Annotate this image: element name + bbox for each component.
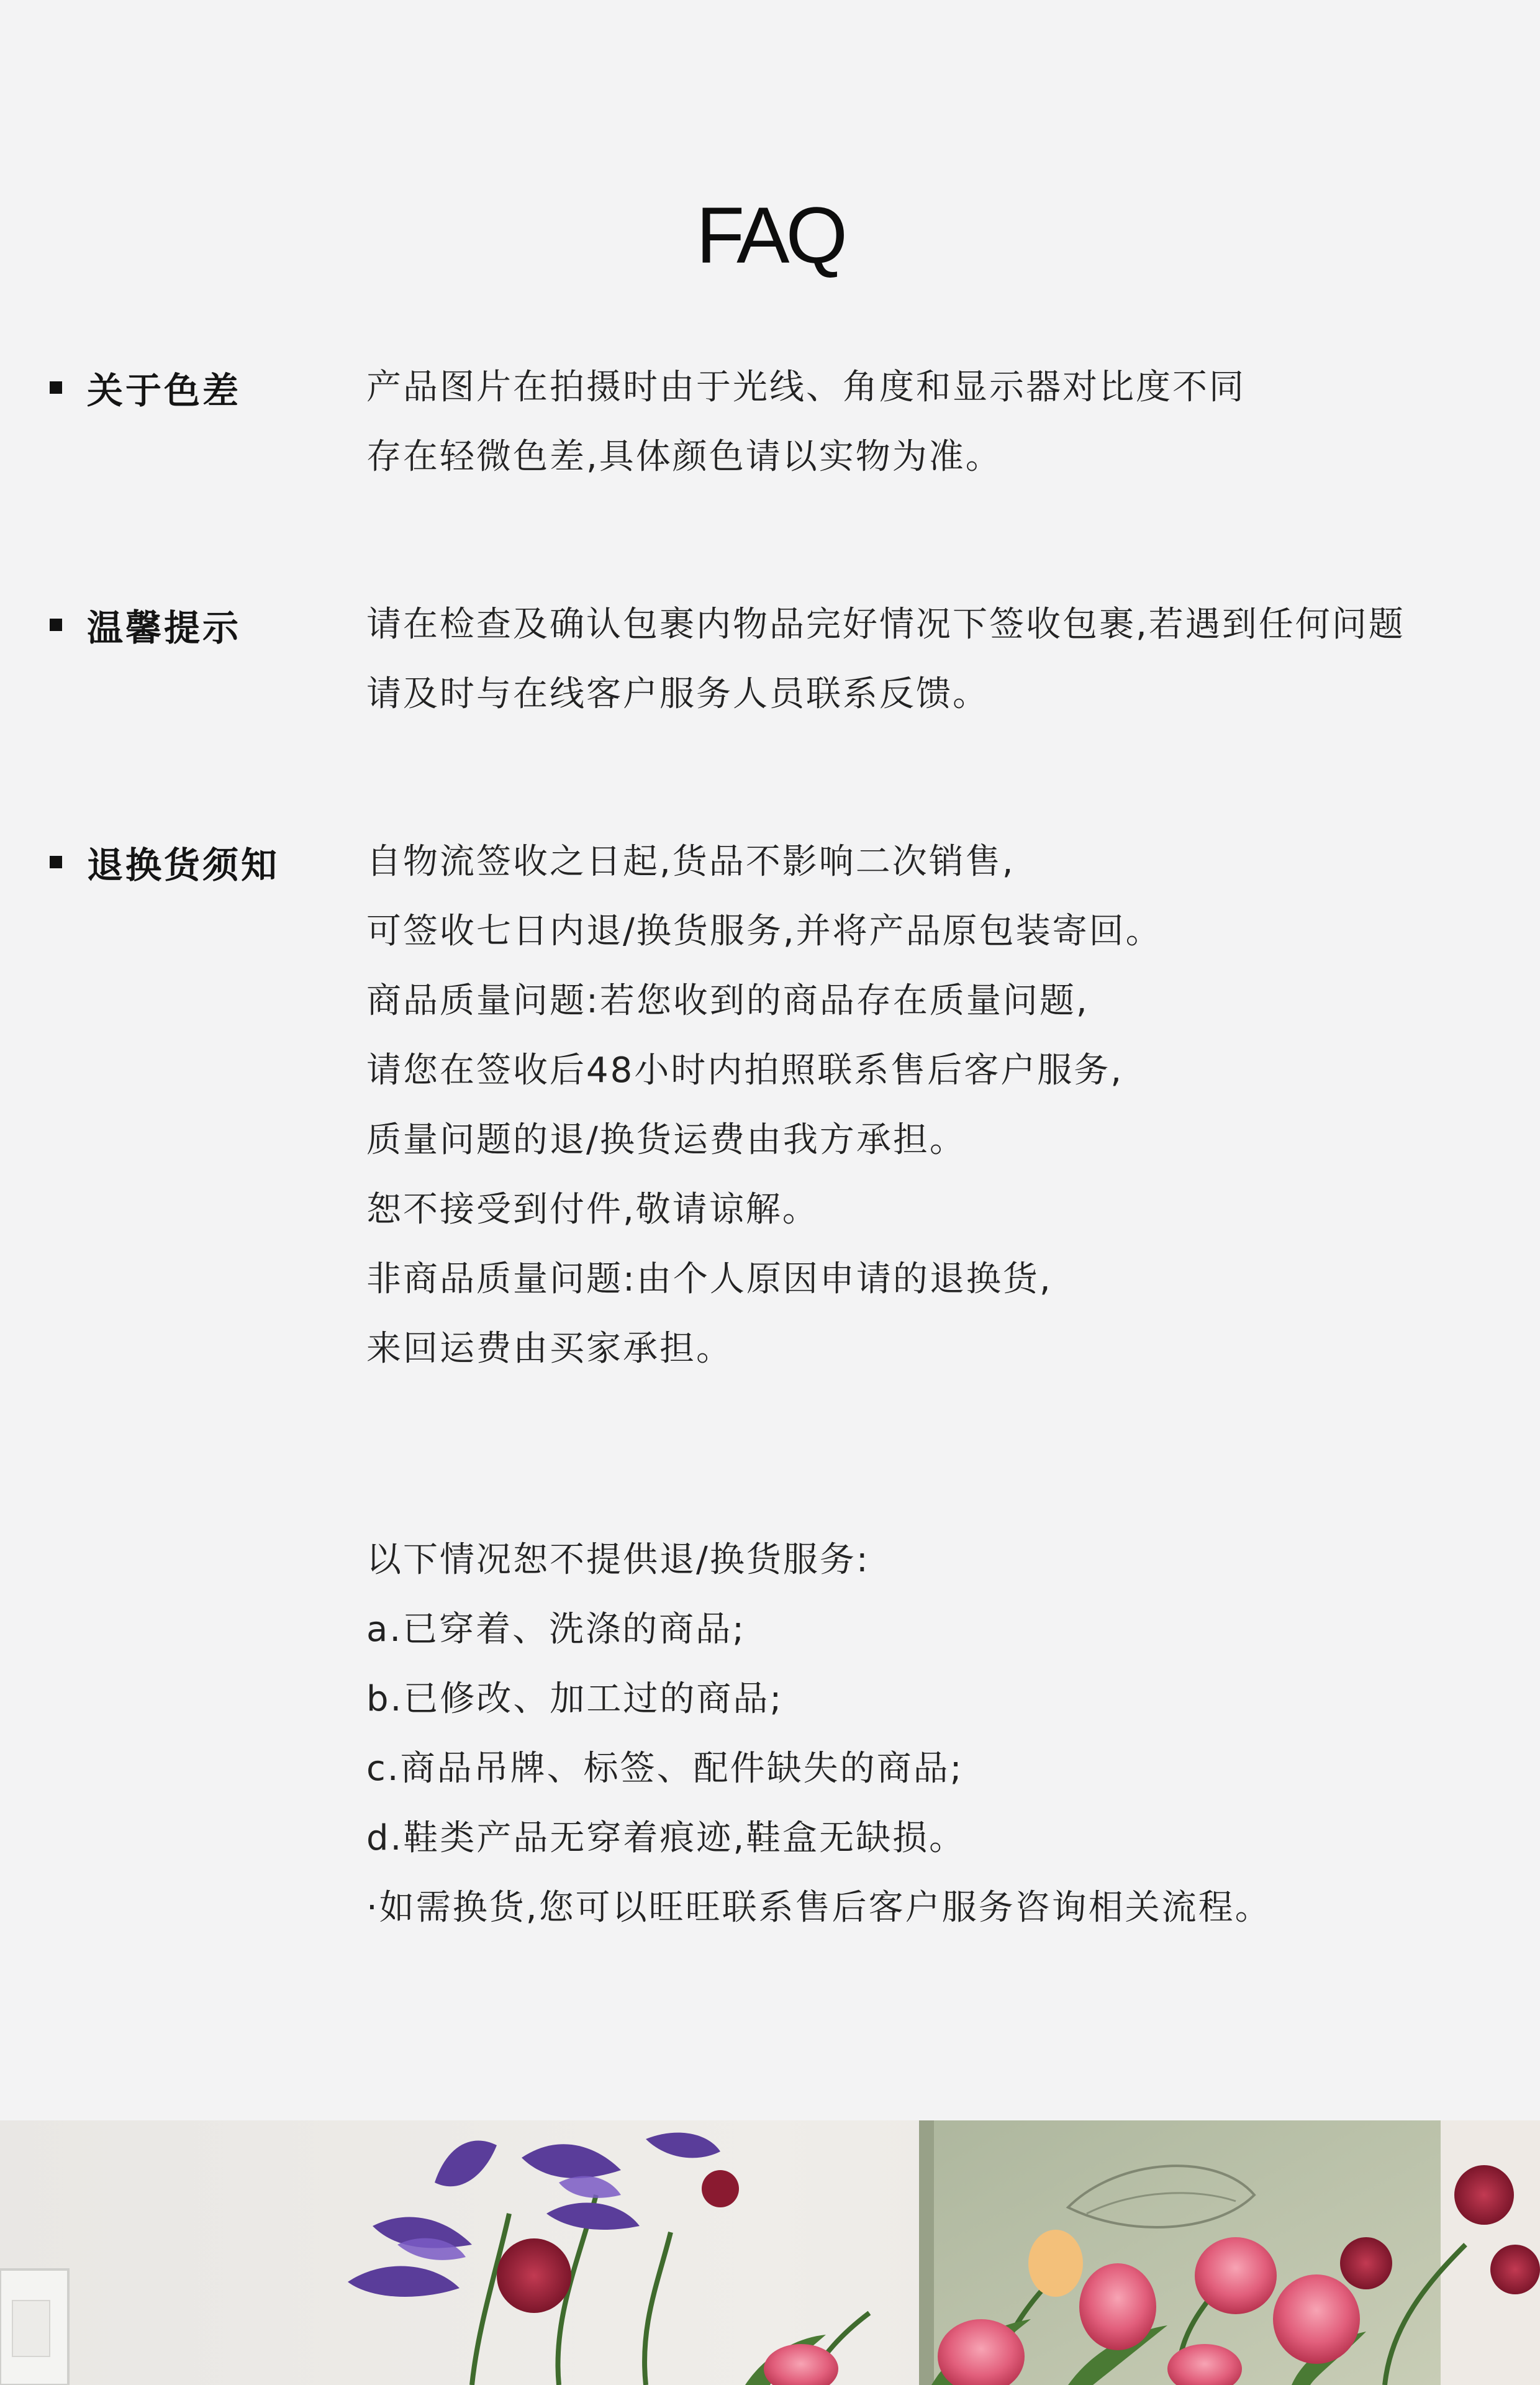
section-label-text: 温馨提示 [87, 607, 242, 649]
body-line: 产品图片在拍摄时由于光线、角度和显示器对比度不同 [366, 367, 1246, 407]
section-label [50, 353, 241, 422]
body-line: 非商品质量问题:由个人原因申请的退换货, [366, 1259, 1053, 1299]
section-body [366, 590, 1521, 729]
body-line: 存在轻微色差,具体颜色请以实物为准。 [366, 437, 1002, 477]
body-line: 可签收七日内退/换货服务,并将产品原包装寄回。 [366, 911, 1162, 952]
body-line: 恕不接受到付件,敬请谅解。 [366, 1189, 819, 1230]
exclusions-body [366, 1525, 1521, 1943]
flower-photo [0, 2120, 1540, 2385]
page-title: FAQ [695, 191, 845, 280]
exclusion-line: a.已穿着、洗涤的商品; [366, 1609, 746, 1650]
bullet-square-icon [50, 381, 62, 394]
bullet-square-icon [50, 619, 62, 631]
exclusion-line: b.已修改、加工过的商品; [366, 1679, 784, 1719]
body-line: 来回运费由买家承担。 [366, 1329, 733, 1369]
body-line: 自物流签收之日起,货品不影响二次销售, [366, 842, 1015, 882]
bullet-square-icon [50, 856, 62, 868]
section-body [366, 353, 1521, 492]
body-line: 请及时与在线客户服务人员联系反馈。 [366, 674, 989, 714]
body-line: 请在检查及确认包裹内物品完好情况下签收包裹,若遇到任何问题 [366, 604, 1405, 645]
exclusion-line: 以下情况恕不提供退/换货服务: [366, 1540, 870, 1580]
section-label [50, 590, 241, 660]
section-label-text: 退换货须知 [87, 844, 280, 886]
body-line: 商品质量问题:若您收到的商品存在质量问题, [366, 981, 1089, 1021]
section-label-text: 关于色差 [87, 370, 242, 412]
exclusion-line: ·如需换货,您可以旺旺联系售后客户服务咨询相关流程。 [366, 1888, 1272, 1928]
exclusion-line: c.商品吊牌、标签、配件缺失的商品; [366, 1748, 964, 1789]
body-line: 质量问题的退/换货运费由我方承担。 [366, 1120, 966, 1160]
body-line: 请您在签收后48小时内拍照联系售后客户服务, [366, 1050, 1124, 1091]
flower-illustration [0, 2120, 1540, 2385]
section-body [366, 827, 1521, 1384]
section-label [50, 827, 279, 897]
exclusion-line: d.鞋类产品无穿着痕迹,鞋盒无缺损。 [366, 1818, 966, 1858]
